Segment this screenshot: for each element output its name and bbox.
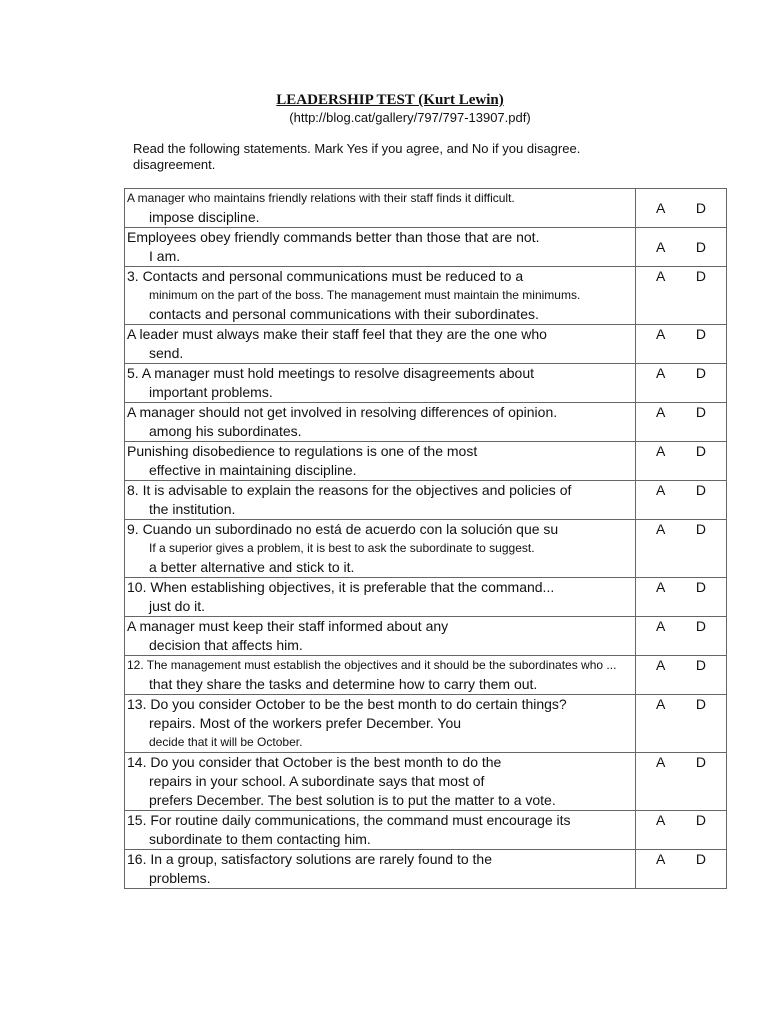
agree-option[interactable]: A xyxy=(656,657,666,673)
question-text xyxy=(125,325,636,364)
agree-option[interactable]: A xyxy=(656,851,666,867)
question-line: A manager should not get involved in resolving differences of opinion. xyxy=(127,404,558,420)
question-row xyxy=(125,403,727,442)
answer-options xyxy=(636,403,727,442)
question-line: problems. xyxy=(149,870,211,886)
question-line: Punishing disobedience to regulations is one of the most xyxy=(127,443,478,459)
question-row xyxy=(125,189,727,228)
question-row xyxy=(125,578,727,617)
question-line: subordinate to them contacting him. xyxy=(149,831,371,847)
question-row xyxy=(125,481,727,520)
question-line: important problems. xyxy=(149,384,273,400)
disagree-option[interactable]: D xyxy=(695,754,706,770)
question-line: 13. Do you consider October to be the best month to do certain things? xyxy=(127,696,567,712)
agree-option[interactable]: A xyxy=(656,696,666,712)
agree-option[interactable]: A xyxy=(656,521,666,537)
question-row xyxy=(125,520,727,578)
disagree-option[interactable]: D xyxy=(695,268,706,284)
answer-options xyxy=(636,656,727,695)
question-text xyxy=(125,520,636,578)
instructions-line-2: disagreement. xyxy=(133,157,216,172)
agree-option[interactable]: A xyxy=(656,326,666,342)
question-line: 9. Cuando un subordinado no está de acuerdo con la solución que su xyxy=(127,521,559,537)
agree-option[interactable]: A xyxy=(656,404,666,420)
question-line: prefers December. The best solution is to put the matter to a vote. xyxy=(149,792,556,808)
question-row xyxy=(125,267,727,325)
question-row xyxy=(125,325,727,364)
question-row xyxy=(125,811,727,850)
question-line: decision that affects him. xyxy=(149,637,303,653)
answer-options xyxy=(636,364,727,403)
document-title xyxy=(0,92,768,109)
question-line: 16. In a group, satisfactory solutions are rarely found to the xyxy=(127,851,492,867)
agree-option[interactable]: A xyxy=(656,482,666,498)
agree-option[interactable]: A xyxy=(656,200,666,216)
question-line: 8. It is advisable to explain the reasons for the objectives and policies of xyxy=(127,482,572,498)
agree-option[interactable]: A xyxy=(656,579,666,595)
question-line: A leader must always make their staff feel that they are the one who xyxy=(127,326,547,342)
question-row xyxy=(125,753,727,811)
agree-option[interactable]: A xyxy=(656,239,666,255)
disagree-option[interactable]: D xyxy=(695,851,706,867)
question-line: A manager who maintains friendly relations with their staff finds it difficult. xyxy=(127,191,515,205)
disagree-option[interactable]: D xyxy=(695,365,706,381)
disagree-option[interactable]: D xyxy=(695,482,706,498)
agree-option[interactable]: A xyxy=(656,618,666,634)
disagree-option[interactable]: D xyxy=(695,657,706,673)
question-text xyxy=(125,442,636,481)
question-line: Employees obey friendly commands better than those that are not. xyxy=(127,229,540,245)
question-text xyxy=(125,656,636,695)
question-row xyxy=(125,228,727,267)
agree-option[interactable]: A xyxy=(656,443,666,459)
agree-option[interactable]: A xyxy=(656,365,666,381)
disagree-option[interactable]: D xyxy=(695,696,706,712)
question-text xyxy=(125,267,636,325)
answer-options xyxy=(636,617,727,656)
disagree-option[interactable]: D xyxy=(695,239,706,255)
answer-options xyxy=(636,442,727,481)
question-line: contacts and personal communications with their subordinates. xyxy=(149,306,539,322)
question-line: A manager must keep their staff informed about any xyxy=(127,618,449,634)
answer-options xyxy=(636,695,727,753)
question-line: among his subordinates. xyxy=(149,423,302,439)
question-line: decide that it will be October. xyxy=(149,735,303,749)
question-text xyxy=(125,850,636,889)
disagree-option[interactable]: D xyxy=(695,618,706,634)
question-text xyxy=(125,811,636,850)
disagree-option[interactable]: D xyxy=(695,200,706,216)
answer-options xyxy=(636,520,727,578)
question-line: impose discipline. xyxy=(149,209,260,225)
question-row xyxy=(125,695,727,753)
question-line: that they share the tasks and determine how to carry them out. xyxy=(149,676,538,692)
question-row xyxy=(125,617,727,656)
answer-options xyxy=(636,811,727,850)
question-line: minimum on the part of the boss. The management must maintain the minimums. xyxy=(149,288,581,302)
question-row xyxy=(125,442,727,481)
disagree-option[interactable]: D xyxy=(695,443,706,459)
question-text xyxy=(125,617,636,656)
question-line: a better alternative and stick to it. xyxy=(149,559,355,575)
question-text xyxy=(125,403,636,442)
question-line: send. xyxy=(149,345,184,361)
question-text xyxy=(125,364,636,403)
question-row xyxy=(125,364,727,403)
title-text: LEADERSHIP TEST (Kurt Lewin) xyxy=(276,92,504,108)
question-line: 14. Do you consider that October is the best month to do the xyxy=(127,754,502,770)
question-line: the institution. xyxy=(149,501,236,517)
question-line: If a superior gives a problem, it is best to ask the subordinate to suggest. xyxy=(149,541,535,555)
question-line: 3. Contacts and personal communications must be reduced to a xyxy=(127,268,524,284)
question-row xyxy=(125,656,727,695)
question-row xyxy=(125,850,727,889)
answer-options xyxy=(636,189,727,228)
agree-option[interactable]: A xyxy=(656,754,666,770)
question-text xyxy=(125,578,636,617)
agree-option[interactable]: A xyxy=(656,812,666,828)
question-line: repairs. Most of the workers prefer December. You xyxy=(149,715,462,731)
answer-options xyxy=(636,228,727,267)
question-text xyxy=(125,695,636,753)
disagree-option[interactable]: D xyxy=(695,812,706,828)
answer-options xyxy=(636,267,727,325)
question-text xyxy=(125,228,636,267)
question-line: I am. xyxy=(149,248,181,264)
answer-options xyxy=(636,481,727,520)
instructions-line-1: Read the following statements. Mark Yes if you agree, and No if you disagree. xyxy=(133,141,581,156)
question-line: 10. When establishing objectives, it is preferable that the command... xyxy=(127,579,555,595)
question-line: just do it. xyxy=(149,598,206,614)
instructions xyxy=(133,141,653,173)
question-line: 15. For routine daily communications, the command must encourage its xyxy=(127,812,571,828)
answer-options xyxy=(636,850,727,889)
question-line: 12. The management must establish the objectives and it should be the subordinates who ... xyxy=(127,658,617,672)
answer-options xyxy=(636,325,727,364)
answer-options xyxy=(636,578,727,617)
disagree-option[interactable]: D xyxy=(695,404,706,420)
question-line: 5. A manager must hold meetings to resolve disagreements about xyxy=(127,365,535,381)
question-text xyxy=(125,481,636,520)
question-text xyxy=(125,189,636,228)
source-url: (http://blog.cat/gallery/797/797-13907.pdf) xyxy=(289,110,531,125)
questionnaire-table xyxy=(124,188,727,889)
disagree-option[interactable]: D xyxy=(695,326,706,342)
agree-option[interactable]: A xyxy=(656,268,666,284)
disagree-option[interactable]: D xyxy=(695,521,706,537)
disagree-option[interactable]: D xyxy=(695,579,706,595)
question-text xyxy=(125,753,636,811)
answer-options xyxy=(636,753,727,811)
question-line: effective in maintaining discipline. xyxy=(149,462,357,478)
question-line: repairs in your school. A subordinate says that most of xyxy=(149,773,485,789)
